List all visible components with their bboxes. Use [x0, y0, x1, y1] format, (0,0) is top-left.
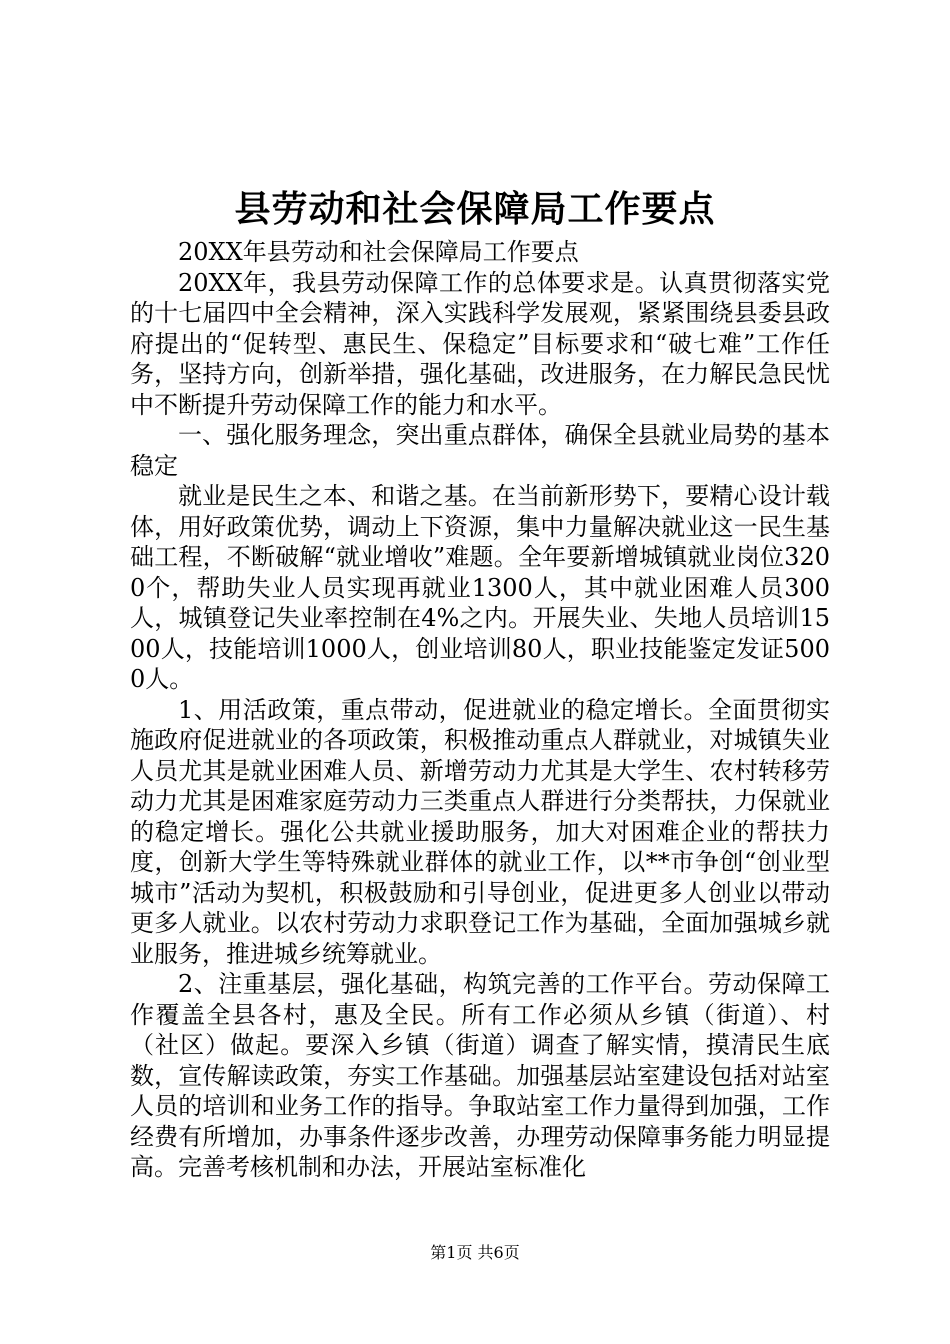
document-body	[130, 237, 830, 1183]
document-title: 县劳动和社会保障局工作要点	[234, 188, 716, 230]
paragraph-section-heading: 一、强化服务理念，突出重点群体，确保全县就业局势的基本稳定	[130, 421, 830, 480]
paragraph-overview: 20XX年，我县劳动保障工作的总体要求是。认真贯彻落实党的十七届四中全会精神，深入实践科学发展观，紧紧围绕县委县政府提出的“促转型、惠民生、保稳定”目标要求和“破七难”工作任务，坚持方向，创新举措，强化基础，改进服务，在力解民急民忧中不断提升劳动保障工作的能力和水平。	[130, 268, 830, 419]
paragraph-employment: 就业是民生之本、和谐之基。在当前新形势下，要精心设计载体，用好政策优势，调动上下资源，集中力量解决就业这一民生基础工程，不断破解“就业增收”难题。全年要新增城镇就业岗位3200个，帮助失业人员实现再就业1300人，其中就业困难人员300人，城镇登记失业率控制在4%之内。开展失业、失地人员培训1500人，技能培训1000人，创业培训80人，职业技能鉴定发证5000人。	[130, 482, 830, 693]
paragraph-item-1: 1、用活政策，重点带动，促进就业的稳定增长。全面贯彻实施政府促进就业的各项政策，积极推动重点人群就业，对城镇失业人员尤其是就业困难人员、新增劳动力尤其是大学生、农村转移劳动力尤其是困难家庭劳动力三类重点人群进行分类帮扶，力保就业的稳定增长。强化公共就业援助服务，加大对困难企业的帮扶力度，创新大学生等特殊就业群体的就业工作，以**市争创“创业型城市”活动为契机，积极鼓励和引导创业，促进更多人创业以带动更多人就业。以农村劳动力求职登记工作为基础，全面加强城乡就业服务，推进城乡统筹就业。	[130, 695, 830, 968]
page-number-footer: 第1页 共6页	[430, 1243, 520, 1262]
paragraph-subtitle: 20XX年县劳动和社会保障局工作要点	[178, 238, 579, 266]
paragraph-item-2: 2、注重基层，强化基础，构筑完善的工作平台。劳动保障工作覆盖全县各村，惠及全民。所有工作必须从乡镇（街道）、村（社区）做起。要深入乡镇（街道）调查了解实情，摸清民生底数，宣传解读政策，夯实工作基础。加强基层站室建设包括对站室人员的培训和业务工作的指导。争取站室工作力量得到加强，工作经费有所增加，办事条件逐步改善，办理劳动保障事务能力明显提高。完善考核机制和办法，开展站室标准化	[130, 970, 830, 1181]
